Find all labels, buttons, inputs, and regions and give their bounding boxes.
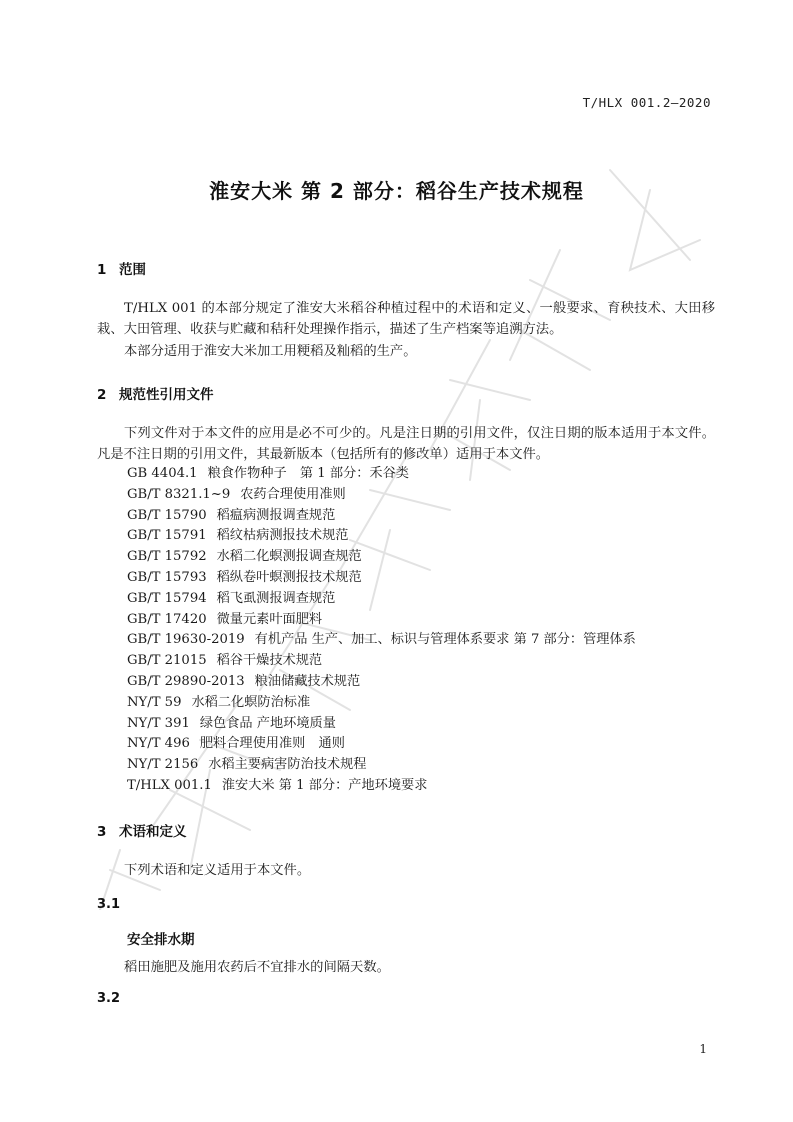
reference-item <box>127 526 636 547</box>
term-number: 3.2 <box>97 991 121 1006</box>
reference-title: 粮油储藏技术规范 <box>254 673 361 689</box>
reference-code: GB/T 15793 <box>127 569 207 585</box>
section-heading-terms <box>97 820 187 840</box>
reference-item <box>127 734 636 755</box>
reference-title: 水稻二化螟防治标准 <box>191 694 311 710</box>
reference-item <box>127 589 636 610</box>
reference-code: NY/T 2156 <box>127 757 199 773</box>
section-number: 1 <box>97 262 107 278</box>
reference-list <box>127 464 636 797</box>
term-number: 3.1 <box>97 897 121 912</box>
reference-code: GB/T 17420 <box>127 611 207 627</box>
reference-title: 稻谷干燥技术规范 <box>216 653 323 669</box>
reference-code: GB/T 15792 <box>127 549 207 565</box>
reference-item <box>127 568 636 589</box>
reference-item <box>127 464 636 485</box>
reference-title: 稻纵卷叶螟测报技术规范 <box>216 569 362 585</box>
reference-title: 肥料合理使用准则 通则 <box>199 736 345 752</box>
reference-code: GB/T 21015 <box>127 653 207 669</box>
reference-title: 有机产品 生产、加工、标识与管理体系要求 第 7 部分：管理体系 <box>254 632 636 648</box>
reference-title: 粮食作物种子 第 1 部分：禾谷类 <box>207 466 409 481</box>
page-number: 1 <box>699 1042 707 1056</box>
reference-item <box>127 776 636 797</box>
section-heading-normative-refs <box>97 383 214 403</box>
scope-paragraph: 本部分适用于淮安大米加工用粳稻及籼稻的生产。 <box>124 344 417 359</box>
reference-item <box>127 755 636 776</box>
section-number: 2 <box>97 387 107 403</box>
document-title: 淮安大米 第 2 部分：稻谷生产技术规程 <box>209 179 584 203</box>
reference-code: GB/T 15791 <box>127 528 207 544</box>
section-number: 3 <box>97 824 107 840</box>
scope-paragraph: T/HLX 001 的本部分规定了淮安大米稻谷种植过程中的术语和定义、一般要求、育秧技术、大田移栽、大田管理、收获与贮藏和秸秆处理操作指示，描述了生产档案等追溯方法。 <box>97 301 715 337</box>
reference-code: T/HLX 001.1 <box>127 777 212 793</box>
normative-refs-intro: 下列文件对于本文件的应用是必不可少的。凡是注日期的引用文件，仅注日期的版本适用于本文件。凡是不注日期的引用文件，其最新版本（包括所有的修改单）适用于本文件。 <box>97 426 715 462</box>
reference-title: 稻纹枯病测报技术规范 <box>216 528 349 544</box>
section-title: 术语和定义 <box>119 824 187 840</box>
terms-intro: 下列术语和定义适用于本文件。 <box>124 863 311 878</box>
reference-item <box>127 651 636 672</box>
reference-code: NY/T 391 <box>127 715 190 731</box>
reference-title: 水稻主要病害防治技术规程 <box>208 757 367 773</box>
term-definition: 稻田施肥及施用农药后不宜排水的间隔天数。 <box>124 960 390 975</box>
section-heading-scope <box>97 258 146 278</box>
reference-code: NY/T 496 <box>127 736 190 752</box>
reference-code: GB/T 19630-2019 <box>127 632 245 648</box>
reference-title: 绿色食品 产地环境质量 <box>199 715 336 731</box>
reference-title: 稻瘟病测报调查规范 <box>216 507 336 523</box>
reference-item <box>127 506 636 527</box>
reference-title: 农药合理使用准则 <box>240 486 346 502</box>
reference-title: 稻飞虱测报调查规范 <box>216 590 336 606</box>
reference-item <box>127 714 636 735</box>
reference-code: NY/T 59 <box>127 694 182 710</box>
section-title: 范围 <box>119 262 146 278</box>
section-title: 规范性引用文件 <box>119 387 214 403</box>
reference-item <box>127 693 636 714</box>
term-name: 安全排水期 <box>127 932 195 948</box>
reference-code: GB/T 15790 <box>127 507 207 523</box>
reference-code: GB/T 8321.1~9 <box>127 486 231 502</box>
reference-code: GB 4404.1 <box>127 466 198 481</box>
reference-item <box>127 672 636 693</box>
reference-title: 淮安大米 第 1 部分：产地环境要求 <box>221 777 428 793</box>
reference-item <box>127 610 636 631</box>
reference-title: 微量元素叶面肥料 <box>216 611 323 627</box>
reference-item <box>127 485 636 506</box>
reference-code: GB/T 15794 <box>127 590 207 606</box>
reference-item <box>127 547 636 568</box>
reference-title: 水稻二化螟测报调查规范 <box>216 549 362 565</box>
reference-item <box>127 630 636 651</box>
document-code: T/HLX 001.2—2020 <box>582 95 711 110</box>
reference-code: GB/T 29890-2013 <box>127 673 245 689</box>
